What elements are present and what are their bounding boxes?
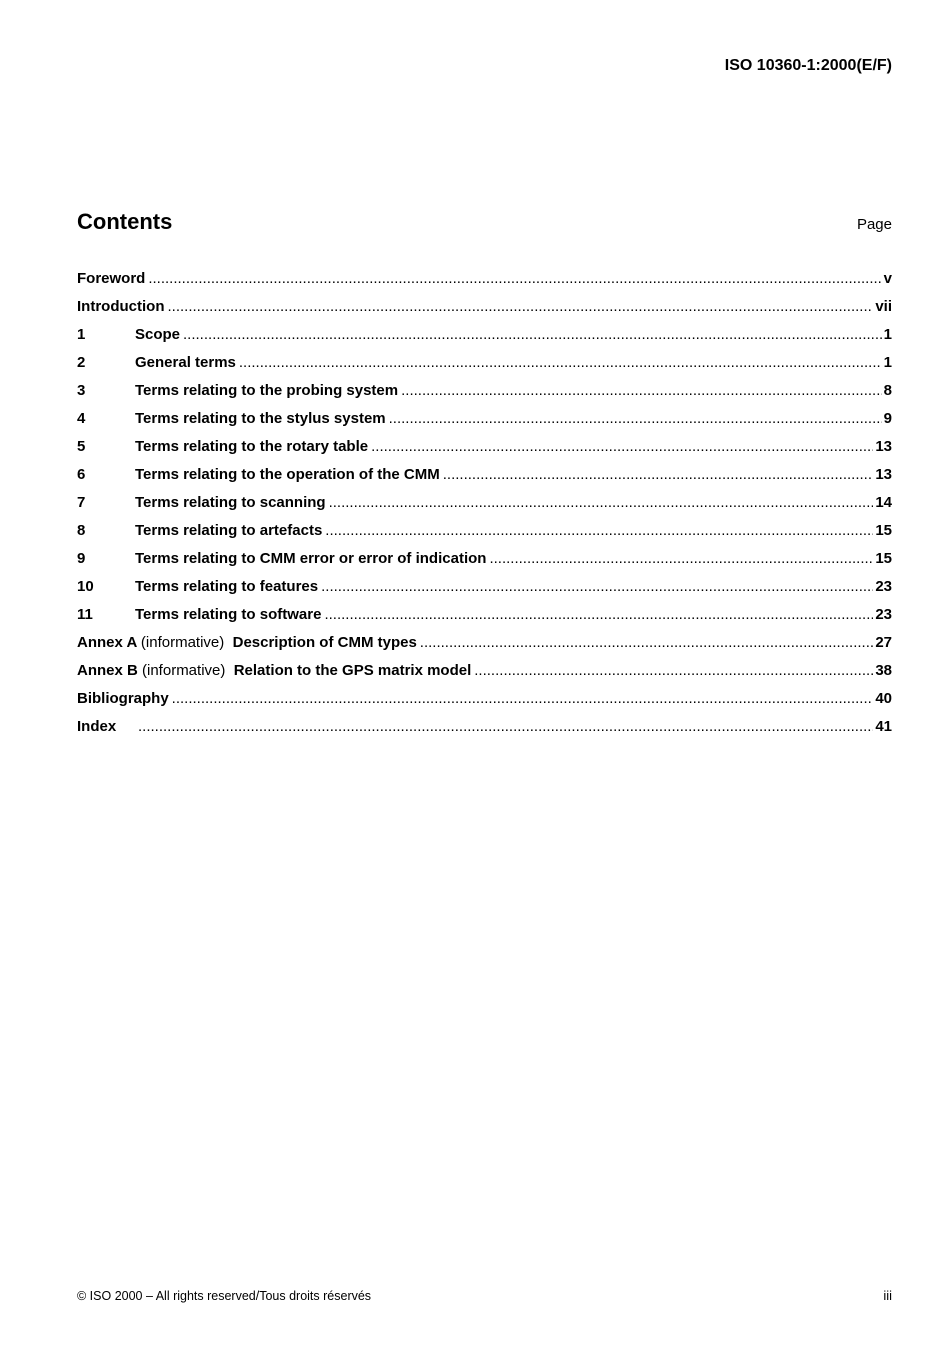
toc-entry-number: 5	[77, 438, 86, 455]
toc-entry-probing-system[interactable]	[77, 377, 892, 405]
toc-entry-page: 23	[875, 606, 892, 623]
dot-leader	[325, 517, 873, 545]
toc-entry-title: Terms relating to artefacts	[135, 522, 323, 539]
toc-entry-number: 11	[77, 606, 93, 623]
toc-entry-title: Bibliography	[77, 690, 169, 707]
annex-title: Relation to the GPS matrix model	[233, 662, 472, 679]
toc-entry-bibliography[interactable]	[77, 685, 892, 713]
dot-leader	[443, 461, 874, 489]
annex-informative-label: (informative)	[142, 662, 226, 679]
annex-informative-label: (informative)	[140, 634, 225, 651]
dot-leader	[138, 713, 873, 741]
toc-entry-page: 1	[883, 326, 892, 343]
toc-entry-page: 13	[875, 438, 892, 455]
page-column-label: Page	[856, 216, 892, 233]
dot-leader	[183, 321, 882, 349]
toc-entry-title: Terms relating to the operation of the CMM	[135, 466, 440, 483]
toc-entry-page: 38	[875, 662, 892, 679]
toc-entry-annex-b[interactable]	[77, 657, 892, 685]
toc-entry-number: 6	[77, 466, 86, 483]
dot-leader	[389, 405, 882, 433]
dot-leader	[167, 293, 873, 321]
toc-entry-software[interactable]	[77, 601, 892, 629]
toc-entry-title: Terms relating to CMM error or error of indication	[135, 550, 487, 567]
toc-entry-introduction[interactable]	[77, 293, 892, 321]
toc-entry-title	[77, 657, 471, 685]
toc-entry-artefacts[interactable]	[77, 517, 892, 545]
toc-entry-title: Scope	[135, 326, 181, 343]
annex-label: Annex B	[77, 662, 138, 679]
toc-entry-index[interactable]	[77, 713, 892, 741]
dot-leader	[371, 433, 873, 461]
toc-entry-features[interactable]	[77, 573, 892, 601]
toc-entry-number: 8	[77, 522, 86, 539]
toc-entry-page: 40	[875, 690, 892, 707]
toc-entry-number: 1	[77, 326, 86, 343]
toc-entry-page: 23	[875, 578, 892, 595]
toc-entry-title: Foreword	[77, 270, 146, 287]
toc-entry-scanning[interactable]	[77, 489, 892, 517]
toc-entry-number: 3	[77, 382, 86, 399]
toc-entry-title: General terms	[135, 354, 236, 371]
toc-entry-general-terms[interactable]	[77, 349, 892, 377]
toc-entry-title: Terms relating to features	[135, 578, 319, 595]
dot-leader	[324, 601, 873, 629]
dot-leader	[172, 685, 874, 713]
toc-entry-page: 1	[883, 354, 892, 371]
dot-leader	[420, 629, 874, 657]
contents-heading: Contents	[77, 209, 173, 234]
toc-entry-cmm-error[interactable]	[77, 545, 892, 573]
toc-entry-page: 15	[875, 550, 892, 567]
copyright-notice: © ISO 2000 – All rights reserved/Tous droits réservés	[77, 1289, 372, 1303]
toc-entry-scope[interactable]	[77, 321, 892, 349]
dot-leader	[239, 349, 882, 377]
toc-entry-page: v	[883, 270, 892, 287]
dot-leader	[148, 265, 881, 293]
toc-entry-page: 9	[883, 410, 892, 427]
toc-entry-title: Index	[77, 718, 117, 735]
toc-entry-page: 8	[883, 382, 892, 399]
toc-entry-operation-of-cmm[interactable]	[77, 461, 892, 489]
toc-entry-page: 14	[875, 494, 892, 511]
toc-entry-title: Terms relating to the rotary table	[135, 438, 369, 455]
toc-entry-page: 27	[875, 634, 892, 651]
dot-leader	[329, 489, 874, 517]
toc-entry-number: 2	[77, 354, 86, 371]
toc-entry-number: 10	[77, 578, 94, 595]
toc-entry-number: 9	[77, 550, 86, 567]
dot-leader	[489, 545, 873, 573]
toc-entry-foreword[interactable]	[77, 265, 892, 293]
toc-entry-page: 15	[875, 522, 892, 539]
toc-entry-annex-a[interactable]	[77, 629, 892, 657]
toc-entry-title: Terms relating to the stylus system	[135, 410, 386, 427]
toc-entry-rotary-table[interactable]	[77, 433, 892, 461]
document-identifier: ISO 10360-1:2000(E/F)	[724, 57, 892, 74]
dot-leader	[321, 573, 873, 601]
toc-entry-title: Introduction	[77, 298, 165, 315]
toc-entry-stylus-system[interactable]	[77, 405, 892, 433]
toc-entry-number: 4	[77, 410, 86, 427]
annex-title: Description of CMM types	[232, 634, 417, 651]
toc-entry-title: Terms relating to the probing system	[135, 382, 399, 399]
page-number: iii	[883, 1288, 892, 1303]
annex-label: Annex A	[77, 634, 137, 651]
toc-entry-page: 41	[875, 718, 892, 735]
toc-entry-title	[77, 629, 417, 657]
table-of-contents	[77, 265, 892, 741]
toc-entry-page: vii	[875, 298, 892, 315]
toc-entry-title: Terms relating to scanning	[135, 494, 326, 511]
toc-entry-title: Terms relating to software	[135, 606, 322, 623]
dot-leader	[474, 657, 873, 685]
toc-entry-number: 7	[77, 494, 86, 511]
dot-leader	[401, 377, 882, 405]
toc-entry-page: 13	[875, 466, 892, 483]
